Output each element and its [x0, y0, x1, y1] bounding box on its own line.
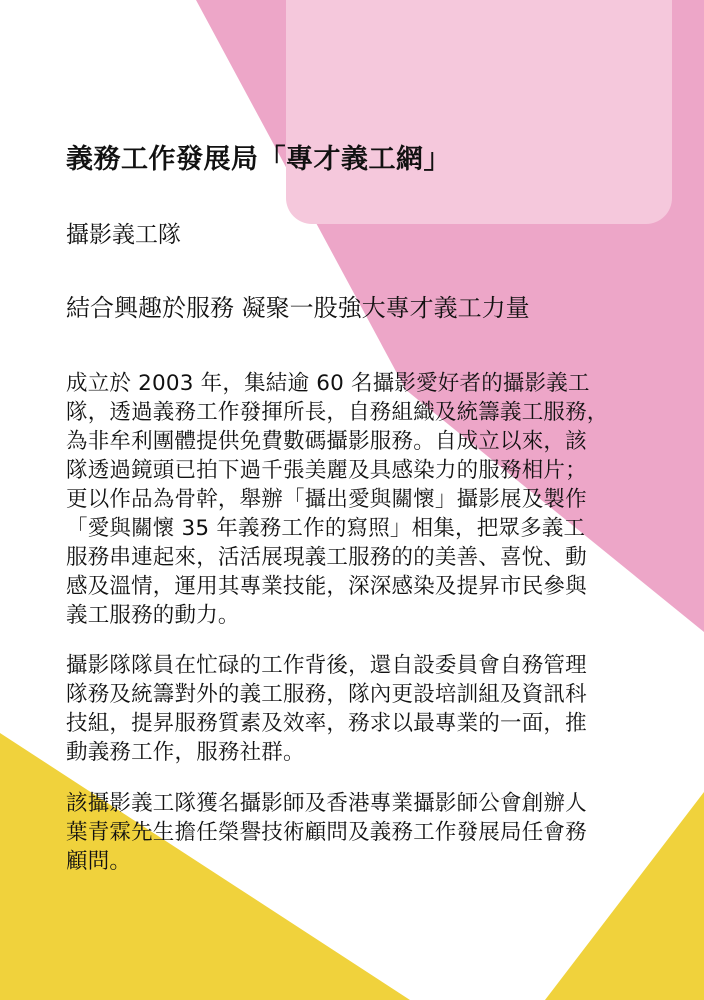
paragraph-line: 為非牟利團體提供免費數碼攝影服務。自成立以來，該 — [66, 429, 587, 454]
pink-rounded-card — [286, 0, 672, 224]
tagline: 結合興趣於服務 凝聚一股強大專才義工力量 — [66, 294, 530, 322]
paragraph-line: 義工服務的動力。 — [66, 603, 240, 628]
paragraph-line: 隊務及統籌對外的義工服務，隊內更設培訓組及資訊科 — [66, 682, 587, 707]
paragraph-line: 「愛與關懷 35 年義務工作的寫照」相集，把眾多義工 — [66, 516, 586, 541]
paragraph-line: 技組，提昇服務質素及效率，務求以最專業的一面，推 — [66, 711, 587, 736]
page-title: 義務工作發展局「專才義工網」 — [66, 144, 451, 175]
paragraph-line: 感及溫情，運用其專業技能，深深感染及提昇市民參與 — [66, 574, 587, 599]
paragraph-line: 葉青霖先生擔任榮譽技術顧問及義務工作發展局任會務 — [66, 820, 587, 845]
paragraph-advisor — [66, 789, 646, 876]
paragraph-intro — [66, 369, 646, 630]
paragraph-line: 隊透過鏡頭已拍下過千張美麗及具感染力的服務相片； — [66, 458, 587, 483]
paragraph-line: 服務串連起來，活活展現義工服務的的美善、喜悅、動 — [66, 545, 587, 570]
paragraph-line: 該攝影義工隊獲名攝影師及香港專業攝影師公會創辦人 — [66, 791, 587, 816]
paragraph-line: 攝影隊隊員在忙碌的工作背後，還自設委員會自務管理 — [66, 653, 587, 678]
paragraph-line: 成立於 2003 年，集結逾 60 名攝影愛好者的攝影義工 — [66, 371, 590, 396]
paragraph-line: 顧問。 — [66, 849, 132, 874]
paragraph-line: 更以作品為骨幹，舉辦「攝出愛與關懷」攝影展及製作 — [66, 487, 587, 512]
page-subtitle: 攝影義工隊 — [66, 222, 181, 248]
paragraph-line: 動義務工作，服務社群。 — [66, 740, 305, 765]
paragraph-line: 隊，透過義務工作發揮所長，自務組織及統籌義工服務， — [66, 400, 609, 425]
paragraph-management — [66, 651, 646, 767]
